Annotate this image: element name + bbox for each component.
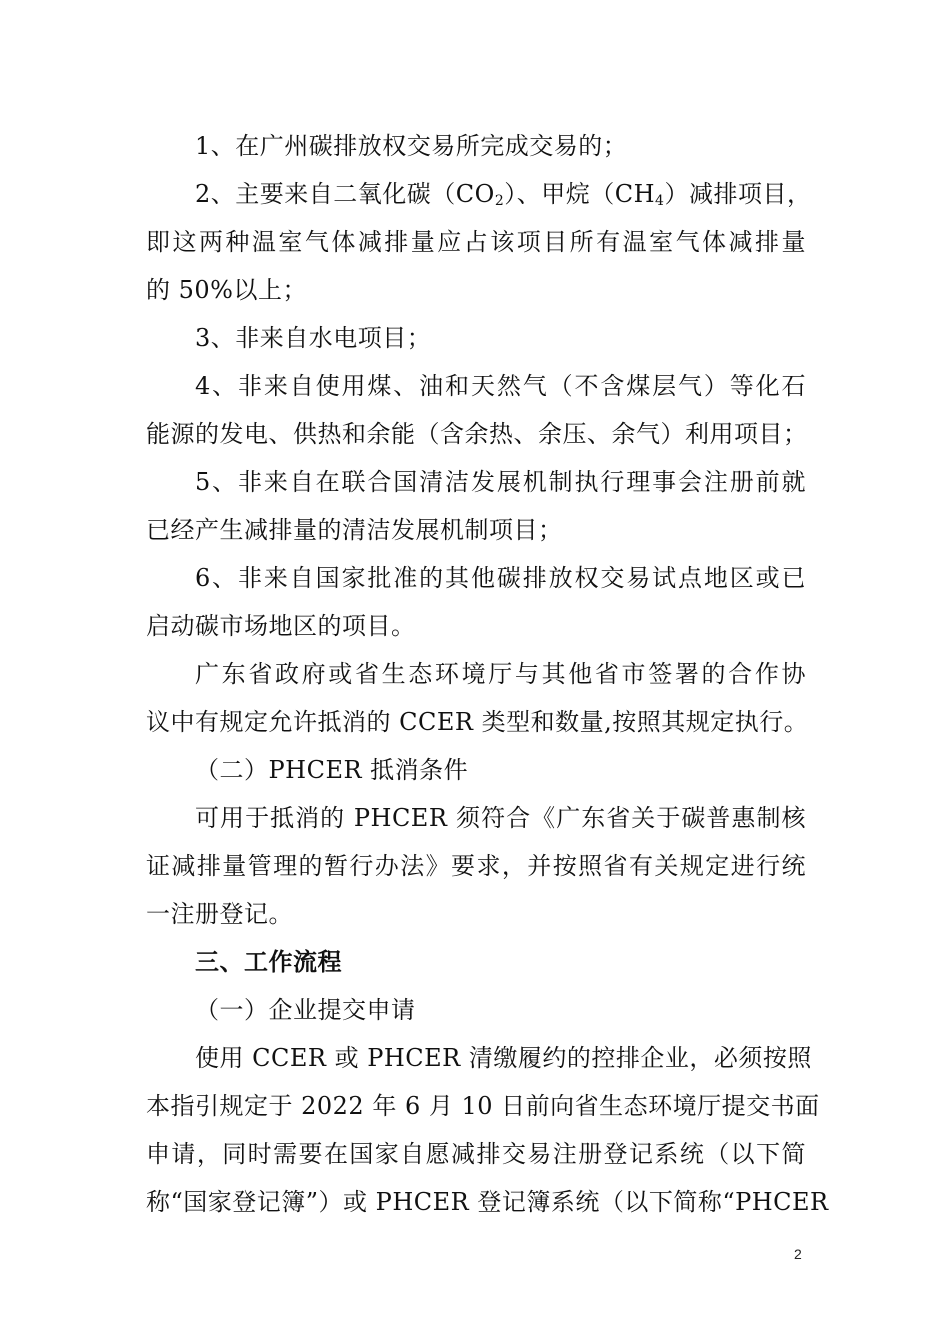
item-5-continued: 已经产生减排量的清洁发展机制项目；	[146, 516, 563, 544]
item-6-continued: 启动碳市场地区的项目。	[146, 612, 416, 640]
paragraph-phcer: 可用于抵消的 PHCER 须符合《广东省关于碳普惠制核	[195, 804, 806, 832]
subscript-4: 4	[655, 193, 665, 209]
item-2-part-a: 2、主要来自二氧化碳（CO	[195, 180, 495, 208]
paragraph-application-line-3: 申请，同时需要在国家自愿减排交易注册登记系统（以下简	[146, 1140, 806, 1168]
paragraph-phcer-continued: 证减排量管理的暂行办法》要求，并按照省有关规定进行统	[146, 852, 806, 880]
paragraph-application-line-2: 本指引规定于 2022 年 6 月 10 日前向省生态环境厅提交书面	[146, 1092, 820, 1120]
item-2-part-b: ）、甲烷（CH	[504, 180, 656, 208]
paragraph-application-line-4: 称“国家登记簿”）或 PHCER 登记簿系统（以下简称“PHCER	[146, 1188, 829, 1216]
subheading-phcer-conditions: （二）PHCER 抵消条件	[195, 756, 469, 784]
item-1: 1、在广州碳排放权交易所完成交易的；	[195, 132, 628, 160]
subscript-2: 2	[494, 193, 505, 209]
item-4-continued: 能源的发电、供热和余能（含余热、余压、余气）利用项目；	[146, 420, 808, 448]
item-6: 6、非来自国家批准的其他碳排放权交易试点地区或已	[195, 564, 806, 592]
section-heading-workflow: 三、工作流程	[195, 948, 342, 976]
paragraph-cooperation: 广东省政府或省生态环境厅与其他省市签署的合作协	[195, 660, 806, 688]
page-number: 2	[794, 1246, 802, 1262]
item-5: 5、非来自在联合国清洁发展机制执行理事会注册前就	[195, 468, 806, 496]
item-4: 4、非来自使用煤、油和天然气（不含煤层气）等化石	[195, 372, 806, 400]
paragraph-phcer-end: 一注册登记。	[146, 900, 293, 928]
item-3: 3、非来自水电项目；	[195, 324, 432, 352]
item-2-end: 的 50%以上；	[146, 276, 307, 304]
paragraph-application: 使用 CCER 或 PHCER 清缴履约的控排企业，必须按照	[195, 1044, 812, 1072]
item-2-part-c: ）减排项目，	[664, 180, 812, 208]
subheading-submit-application: （一）企业提交申请	[195, 996, 416, 1024]
paragraph-cooperation-continued: 议中有规定允许抵消的 CCER 类型和数量,按照其规定执行。	[146, 708, 809, 736]
item-2	[195, 178, 812, 210]
item-2-continued: 即这两种温室气体减排量应占该项目所有温室气体减排量	[146, 228, 806, 256]
